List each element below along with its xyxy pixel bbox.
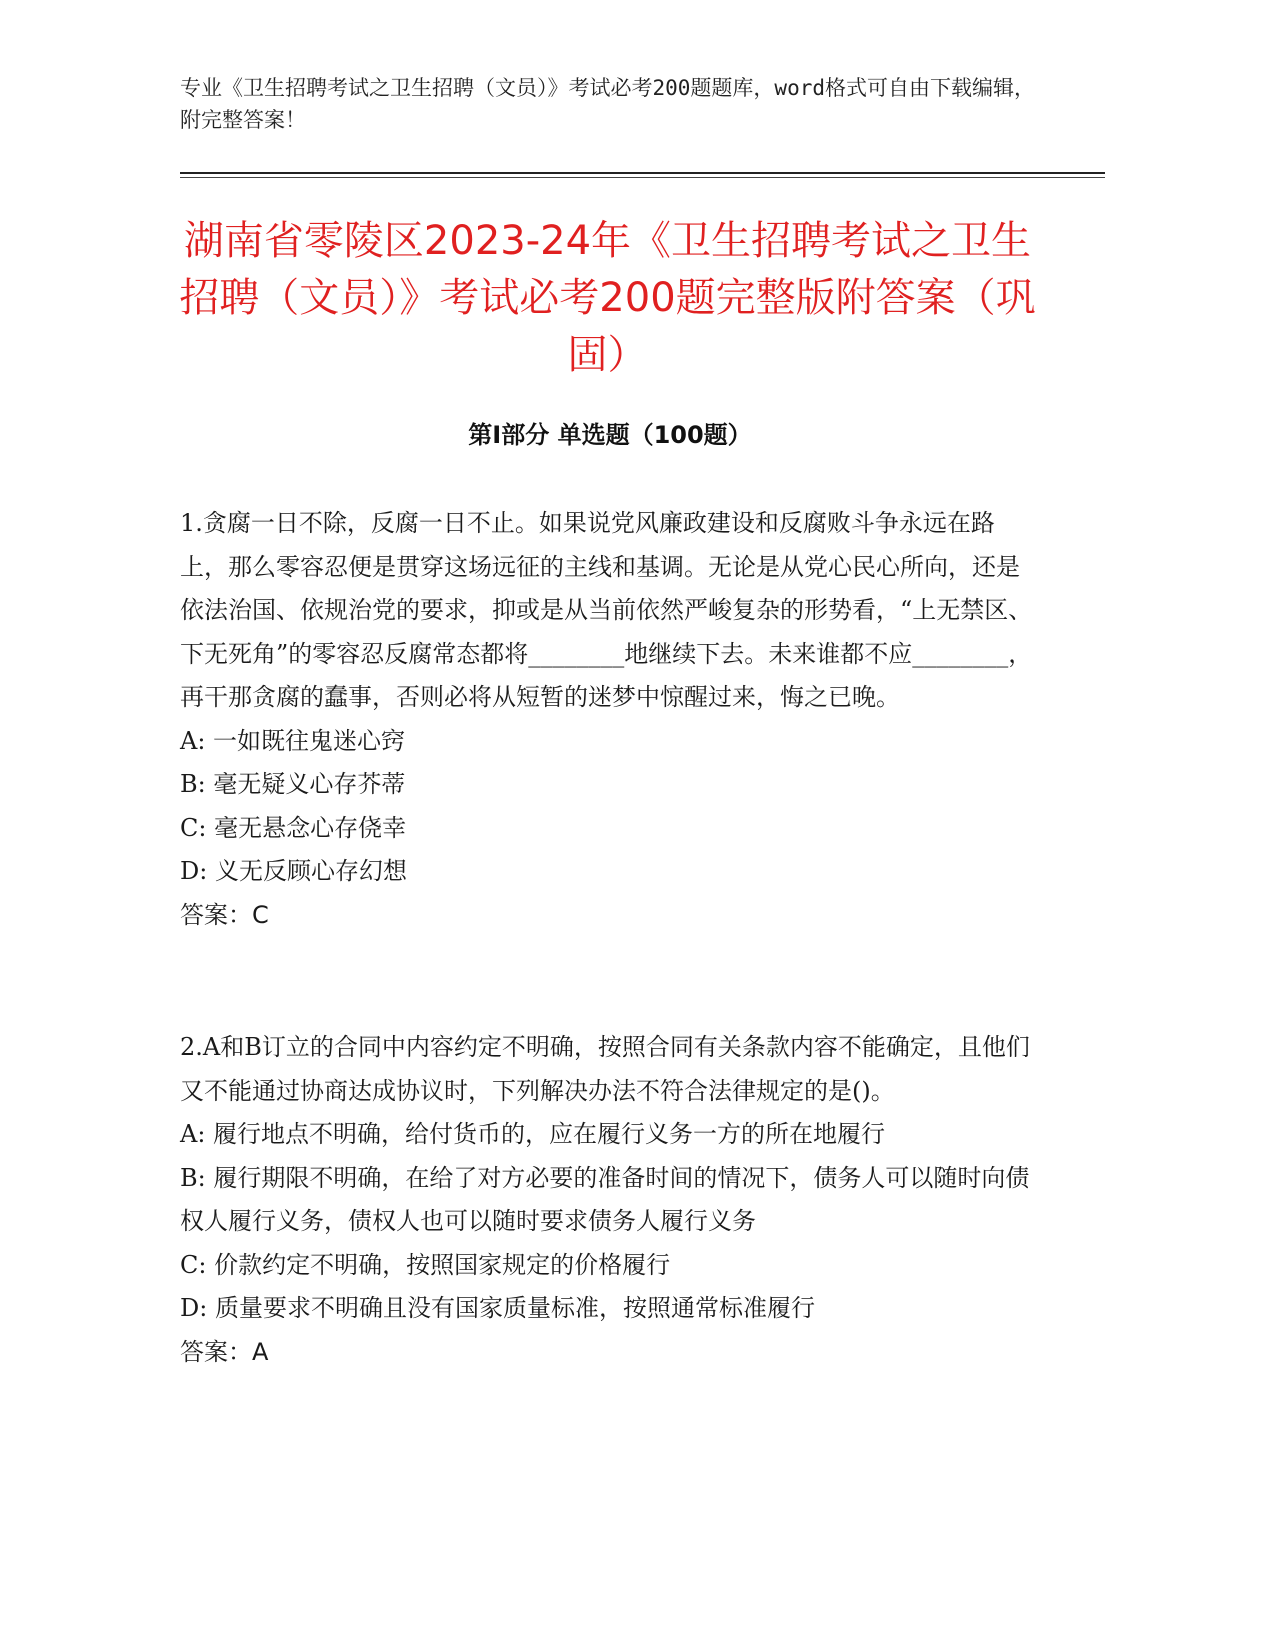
- option-a: A: 履行地点不明确，给付货币的，应在履行义务一方的所在地履行: [180, 1120, 886, 1148]
- question-2: [180, 1026, 1040, 1374]
- header-divider-thick: [180, 172, 1105, 174]
- answer-line: 答案：A: [180, 1337, 269, 1366]
- document-title: 湖南省零陵区2023-24年《卫生招聘考试之卫生招聘（文员）》考试必考200题完整版附答案（巩固）: [179, 218, 1036, 378]
- question-text: 2.A和B订立的合同中内容约定不明确，按照合同有关条款内容不能确定，且他们又不能通过协商达成协议时，下列解决办法不符合法律规定的是()。: [180, 1033, 1030, 1105]
- option-a: A: 一如既往鬼迷心窍: [180, 726, 406, 755]
- question-text: 1.贪腐一日不除，反腐一日不止。如果说党风廉政建设和反腐败斗争永远在路上，那么零容忍便是贯穿这场远征的主线和基调。无论是从党心民心所向，还是依法治国、依规治党的要求，抑或是从当前依然严峻复杂的形势看，“上无禁区、下无死角”的零容忍反腐常态都将________地继续下去。未来谁都不应________，再干那贪腐的蠢事，否则必将从短暂的迷梦中惊醒过来，悔之已晚。: [180, 509, 1033, 711]
- question-1: [180, 502, 1040, 937]
- answer-line: 答案：C: [180, 900, 269, 929]
- option-c: C: 价款约定不明确，按照国家规定的价格履行: [180, 1250, 671, 1279]
- header-note: 专业《卫生招聘考试之卫生招聘（文员）》考试必考200题题库，word格式可自由下载编辑，附完整答案！: [180, 76, 1035, 132]
- option-b: B: 履行期限不明确，在给了对方必要的准备时间的情况下，债务人可以随时向债权人履行义务，债权人也可以随时要求债务人履行义务: [180, 1163, 1030, 1235]
- option-d: D: 义无反顾心存幻想: [180, 857, 407, 885]
- option-b: B: 毫无疑义心存芥蒂: [180, 770, 406, 798]
- option-c: C: 毫无悬念心存侥幸: [180, 813, 407, 842]
- option-d: D: 质量要求不明确且没有国家质量标准，按照通常标准履行: [180, 1294, 815, 1322]
- section-heading: 第I部分 单选题（100题）: [468, 421, 752, 449]
- header-divider-thin: [180, 177, 1105, 178]
